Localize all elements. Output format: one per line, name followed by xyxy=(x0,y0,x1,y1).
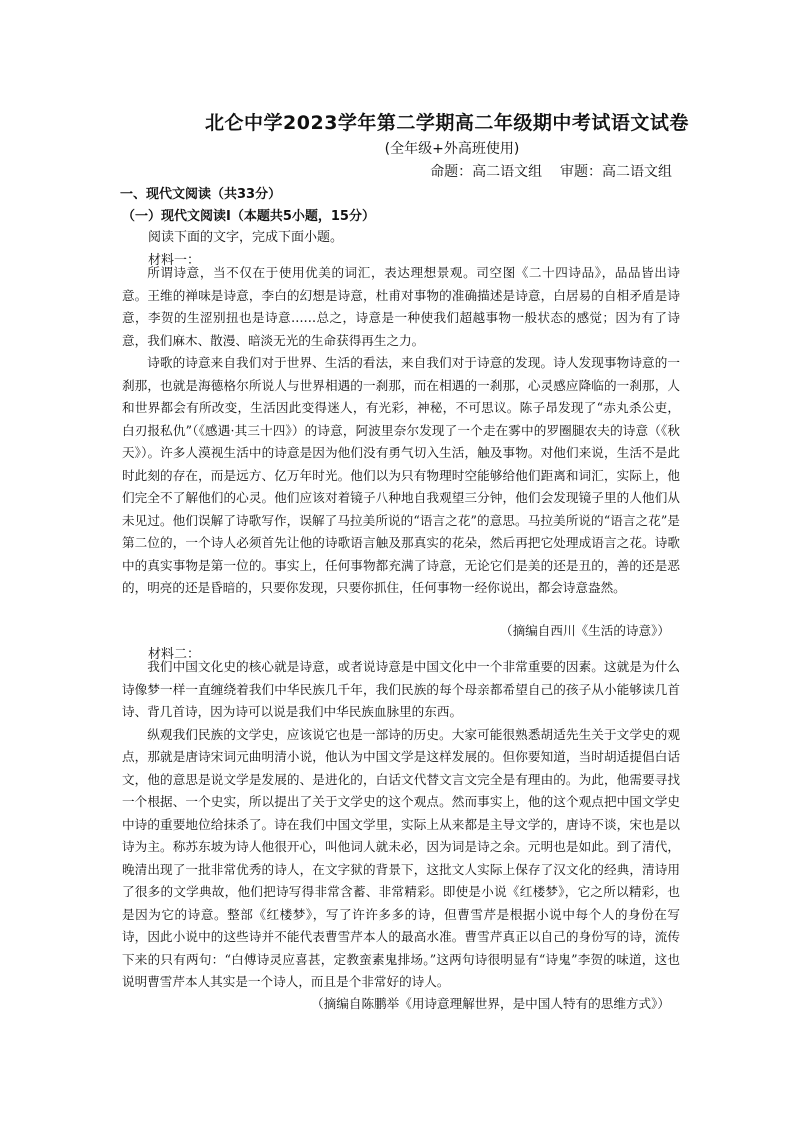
page-subtitle: (全年级+外高班使用) xyxy=(384,141,520,157)
section-heading: 一、现代文阅读（共33分） xyxy=(120,187,282,202)
subsection-heading: （一）现代文阅读Ⅰ（本题共5小题，15分） xyxy=(122,209,375,224)
material1-label: 材料一： xyxy=(148,253,201,268)
page-title: 北仑中学2023学年第二学期高二年级期中考试语文试卷 xyxy=(205,112,689,134)
reading-instruction: 阅读下面的文字，完成下面小题。 xyxy=(148,230,344,245)
material1-source: （摘编自西川《生活的诗意》） xyxy=(499,623,670,638)
material1-paragraph: 诗歌的诗意来自我们对于世界、生活的看法，来自我们对于诗意的发现。诗人发现事物诗意的一刹那，也就是海德格尔所说人与世界相遇的一刹那，而在相遇的一刹那，心灵感应降临的一刹那，人和世界都会有所改变，生活因此变得迷人，有光彩，神秘，不可思议。陈子昂发现了“赤丸杀公吏，白刃报私仇”（《感遇·其三十四》）的诗意，阿波里奈尔发现了一个走在雾中的罗圈腿农夫的诗意（《秋天》）。许多人漠视生活中的诗意是因为他们没有勇气切入生活，触及事物。对他们来说，生活不是此时此刻的存在，而是远方、亿万年时光。他们以为只有物理时空能够给他们距离和词汇，实际上，他们完全不了解他们的心灵。他们应该对着镜子八种地自我观望三分钟，他们会发现镜子里的人他们从未见过。他们误解了诗歌写作，误解了马拉美所说的“语言之花”的意思。马拉美所说的“语言之花”是第二位的，一个诗人必须首先让他的诗歌语言触及那真实的花朵，然后再把它处理成语言之花。诗歌中的真实事物是第一位的。事实上，任何事物都充满了诗意，无论它们是美的还是丑的，善的还是恶的，明亮的还是昏暗的，只要你发现，只要你抓住，任何事物一经你说出，都会诗意盎然。 xyxy=(122,355,680,595)
material2-text xyxy=(122,656,680,994)
material2-paragraph: 纵观我们民族的文学史，应该说它也是一部诗的历史。大家可能很熟悉胡适先生关于文学史的观点，那就是唐诗宋词元曲明清小说，他认为中国文学是这样发展的。但你要知道，当时胡适提倡白话文，他的意思是说文学是发展的、是进化的，白话文代替文言文完全是有理由的。为此，他需要寻找一个根据、一个史实，所以提出了关于文学史的这个观点。然而事实上，他的这个观点把中国文学史中诗的重要地位给抹杀了。诗在我们中国文学里，实际上从来都是主导文学的，唐诗不谈，宋也是以诗为主。称苏东坡为诗人他很开心，叫他词人就未必，因为词是诗之余。元明也是如此。到了清代，晚清出现了一批非常优秀的诗人，在文字狱的背景下，这批文人实际上保存了汉文化的经典，清诗用了很多的文学典故，他们把诗写得非常含蓄、非常精彩。即使是小说《红楼梦》，它之所以精彩，也是因为它的诗意。整部《红楼梦》，写了许许多多的诗，但曹雪芹是根据小说中每个人的身份在写诗，因此小说中的这些诗并不能代表曹雪芹本人的最高水准。曹雪芹真正以自己的身份写的诗，流传下来的只有两句：“白傅诗灵应喜甚，定教蛮素鬼排场。”这两句诗很明显有“诗鬼”李贺的味道，这也说明曹雪芹本人其实是一个诗人，而且是个非常好的诗人。 xyxy=(122,726,680,989)
material2-label: 材料二： xyxy=(148,647,201,662)
material1-paragraph: 所谓诗意，当不仅在于使用优美的词汇，表达理想景观。司空图《二十四诗品》，品品皆出诗意。王维的禅味是诗意，李白的幻想是诗意，杜甫对事物的准确描述是诗意，白居易的自相矛盾是诗意，李贺的生涩别扭也是诗意……总之，诗意是一种使我们超越事物一般状态的感觉；因为有了诗意，我们麻木、散漫、暗淡无光的生命获得再生之力。 xyxy=(122,265,680,348)
material1-text xyxy=(122,262,680,600)
material2-paragraph: 我们中国文化史的核心就是诗意，或者说诗意是中国文化中一个非常重要的因素。这就是为什么诗像梦一样一直缠绕着我们中华民族几千年，我们民族的每个母亲都希望自己的孩子从小能够读几首诗、背几首诗，因为诗可以说是我们中华民族血脉里的东西。 xyxy=(122,659,680,719)
credits-line: 命题：高二语文组 审题：高二语文组 xyxy=(430,164,672,180)
material2-source: （摘编自陈鹏举《用诗意理解世界，是中国人特有的思维方式》） xyxy=(311,996,670,1011)
